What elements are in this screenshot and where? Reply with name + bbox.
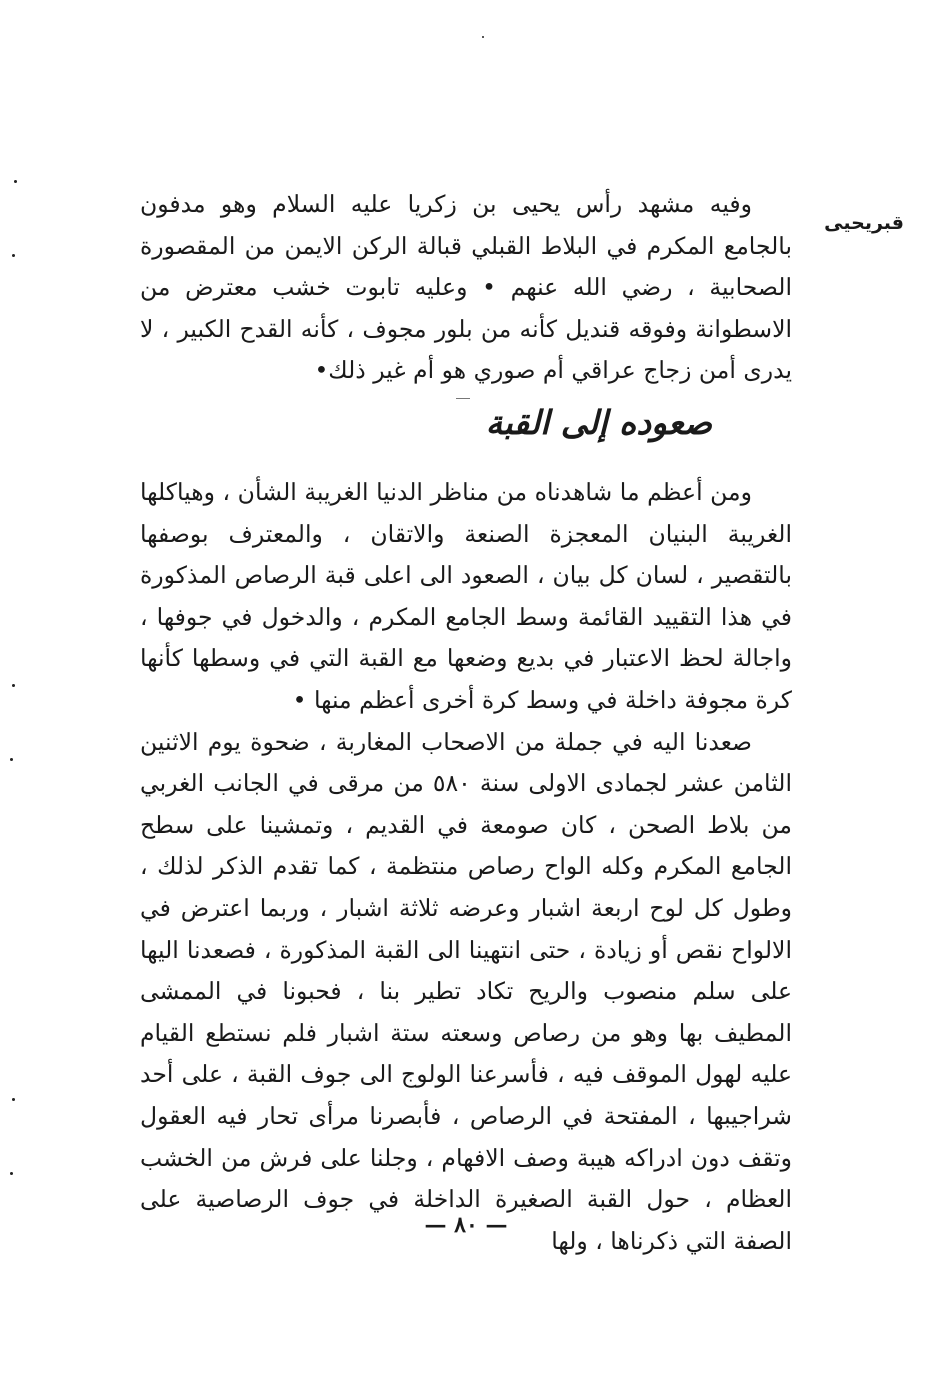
scan-speck: [12, 254, 15, 257]
scan-speck: [10, 1172, 13, 1175]
section-divider: [456, 398, 470, 399]
body-text-section-2: [140, 472, 792, 1262]
scan-speck: [482, 36, 484, 38]
scan-speck: [10, 758, 13, 761]
margin-note: قبريحيى: [824, 212, 904, 234]
scan-speck: [12, 684, 15, 687]
paragraph: صعدنا اليه في جملة من الاصحاب المغاربة ، ضحوة يوم الاثنين الثامن عشر لجمادى الاولى سنة ٥٨٠ من مرقى في الجانب الغربي من بلاط الصحن ، كان صومعة في القديم ، وتمشينا على سطح الجامع المكرم وكله الواح رصاص منتظمة ، كما تقدم الذكر لذلك ، وطول كل لوح اربعة اشبار وعرضه ثلاثة اشبار ، وربما اعترض في الالواح نقص أو زيادة ، حتى انتهينا الى القبة المذكورة ، فصعدنا اليها على سلم منصوب والريح تكاد تطير بنا ، فحبونا في الممشى المطيف بها وهو من رصاص وسعته ستة اشبار فلم نستطع القيام عليه لهول الموقف فيه ، فأسرعنا الولوج الى جوف القبة ، على أحد شراجيبها ، المفتحة في الرصاص ، فأبصرنا مرأى تحار فيه العقول وتقف دون ادراكه هيبة وصف الافهام ، وجلنا على فرش من الخشب العظام ، حول القبة الصغيرة الداخلة في جوف الرصاصية على الصفة التي ذكرناها ، ولها: [140, 727, 792, 1255]
scan-speck: [14, 180, 17, 183]
body-text-section-1: [140, 184, 792, 392]
paragraph: ومن أعظم ما شاهدناه من مناظر الدنيا الغريبة الشأن ، وهياكلها الغريبة البنيان المعجزة الصنعة والاتقان ، والمعترف بوصفها بالتقصير ، لسان كل بيان ، الصعود الى اعلى قبة الرصاص المذكورة في هذا التقييد القائمة وسط الجامع المكرم ، والدخول في جوفها ، واجالة لحظ الاعتبار في بديع وضعها مع القبة التي في وسطها كأنها كرة مجوفة داخلة في وسط كرة أخرى أعظم منها •: [140, 478, 792, 714]
paragraph: وفيه مشهد رأس يحيى بن زكريا عليه السلام وهو مدفون بالجامع المكرم في البلاط القبلي قبالة الركن الايمن من المقصورة الصحابية ، رضي الله عنهم • وعليه تابوت خشب معترض من الاسطوانة وفوقه قنديل كأنه من بلور مجوف ، كأنه القدح الكبير ، لا يدرى أمن زجاج عراقي أم صوري هو أم غير ذلك•: [140, 190, 792, 385]
page-number: — ٨٠ —: [424, 1212, 508, 1238]
section-heading: صعوده إلى القبة: [485, 403, 712, 442]
scan-speck: [12, 1098, 15, 1101]
